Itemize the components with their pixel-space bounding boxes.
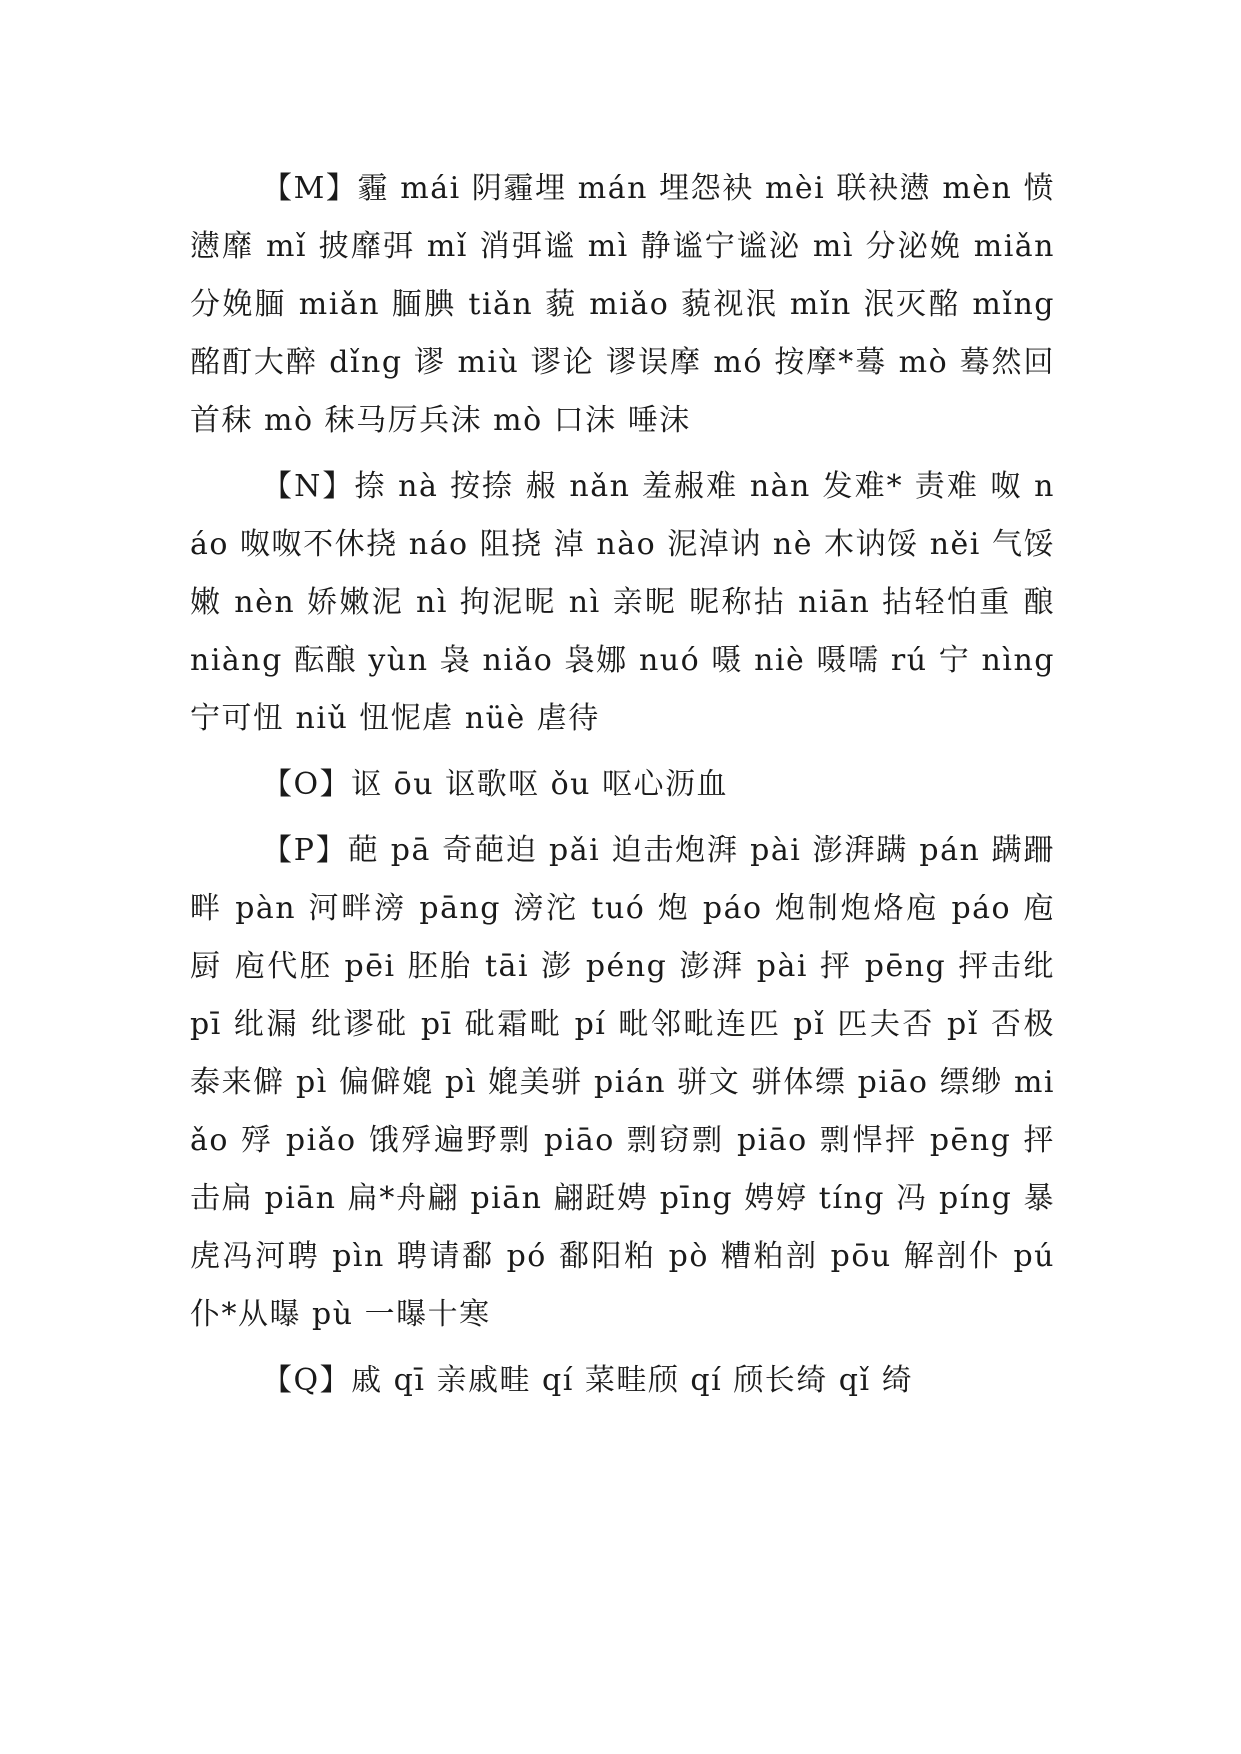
section-heading: 【Q】	[262, 1363, 352, 1398]
section-text: 戚 qī 亲戚畦 qí 菜畦颀 qí 颀长绮 qǐ 绮	[351, 1363, 914, 1398]
section-o	[190, 756, 1055, 814]
section-heading: 【M】	[262, 171, 358, 206]
document-page	[190, 160, 1055, 1418]
section-n	[190, 458, 1055, 748]
section-text: 霾 mái 阴霾埋 mán 埋怨袂 mèi 联袂懑 mèn 愤懑靡 mǐ 披靡弭 mǐ 消弭谧 mì 静谧宁谧泌 mì 分泌娩 miǎn 分娩腼 miǎn 腼腆 tiǎn 藐 miǎo 藐视泯 mǐn 泯灭酩 mǐng 酩酊大醉 dǐng 谬 miù 谬论 谬误摩 mó 按摩*蓦 mò 蓦然回首秣 mò 秣马厉兵沫 mò 口沫 唾沫	[190, 171, 1055, 438]
section-q	[190, 1352, 1055, 1410]
section-text: 葩 pā 奇葩迫 pǎi 迫击炮湃 pài 澎湃蹒 pán 蹒跚畔 pàn 河畔滂 pāng 滂沱 tuó 炮 páo 炮制炮烙庖 páo 庖厨 庖代胚 pēi 胚胎 tāi 澎 péng 澎湃 pài 抨 pēng 抨击纰 pī 纰漏 纰谬砒 pī 砒霜毗 pí 毗邻毗连匹 pǐ 匹夫否 pǐ 否极泰来僻 pì 偏僻媲 pì 媲美骈 pián 骈文 骈体缥 piāo 缥缈 miǎo 殍 piǎo 饿殍遍野剽 piāo 剽窃剽 piāo 剽悍抨 pēng 抨击扁 piān 扁*舟翩 piān 翩跹娉 pīng 娉婷 tíng 冯 píng 暴虎冯河聘 pìn 聘请鄱 pó 鄱阳粕 pò 糟粕剖 pōu 解剖仆 pú 仆*从曝 pù 一曝十寒	[190, 833, 1055, 1332]
section-heading: 【P】	[262, 833, 348, 868]
section-heading: 【O】	[262, 767, 352, 802]
section-text: 捺 nà 按捺 赧 nǎn 羞赧难 nàn 发难* 责难 呶 náo 呶呶不休挠 náo 阻挠 淖 nào 泥淖讷 nè 木讷馁 něi 气馁嫩 nèn 娇嫩泥 nì 拘泥昵 nì 亲昵 昵称拈 niān 拈轻怕重 酿 niàng 酝酿 yùn 袅 niǎo 袅娜 nuó 嗫 niè 嗫嚅 rú 宁 nìng 宁可忸 niǔ 忸怩虐 nüè 虐待	[190, 469, 1055, 736]
section-text: 讴 ōu 讴歌呕 ǒu 呕心沥血	[351, 767, 729, 802]
section-p	[190, 822, 1055, 1344]
section-m	[190, 160, 1055, 450]
section-heading: 【N】	[262, 469, 355, 504]
